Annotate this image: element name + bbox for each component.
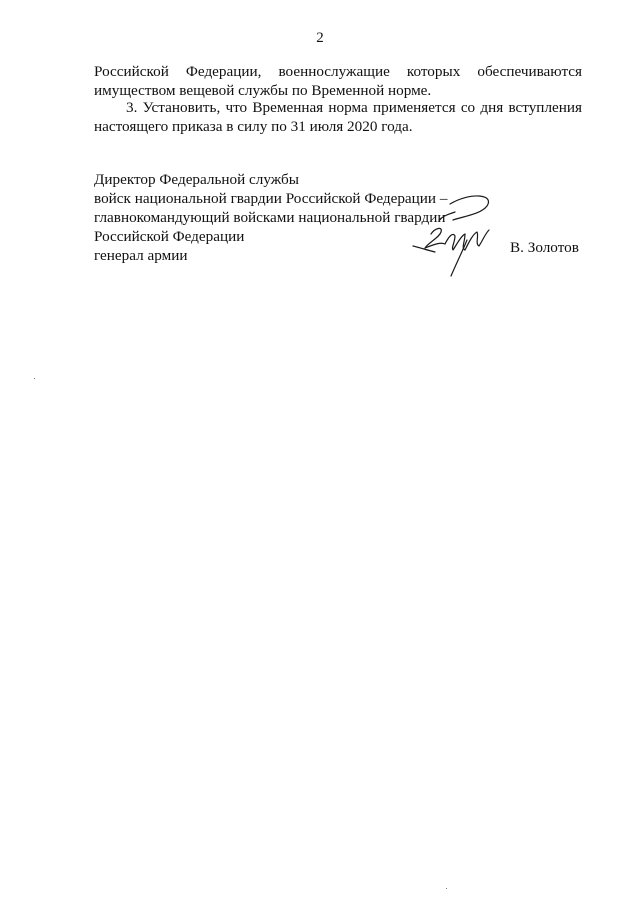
signatory-title-line: Директор Федеральной службы: [94, 171, 299, 188]
signatory-title-line: Российской Федерации: [94, 228, 245, 245]
signatory-title-line: главнокомандующий войсками национальной гвардии: [94, 209, 446, 226]
paragraph-continuation: [94, 62, 582, 100]
signatory-rank: генерал армии: [94, 247, 188, 264]
signatory-title-line: войск национальной гвардии Российской Федерации –: [94, 190, 448, 207]
scan-speck: [446, 888, 447, 889]
page-number: 2: [316, 30, 324, 46]
paragraph-line: Российской Федерации, военнослужащие которых обеспечиваются: [94, 63, 582, 80]
paragraph-line: имуществом вещевой службы по Временной норме.: [94, 82, 432, 99]
paragraph-line: 3. Установить, что Временная норма применяется со дня вступления: [126, 99, 582, 116]
signatory-name: В. Золотов: [510, 239, 579, 256]
scan-speck: [34, 378, 35, 379]
paragraph-line: настоящего приказа в силу по 31 июля 2020 года.: [94, 118, 413, 135]
paragraph-item-3: [94, 98, 582, 136]
handwritten-signature: [395, 190, 505, 280]
signatory-title-block: [94, 170, 582, 265]
